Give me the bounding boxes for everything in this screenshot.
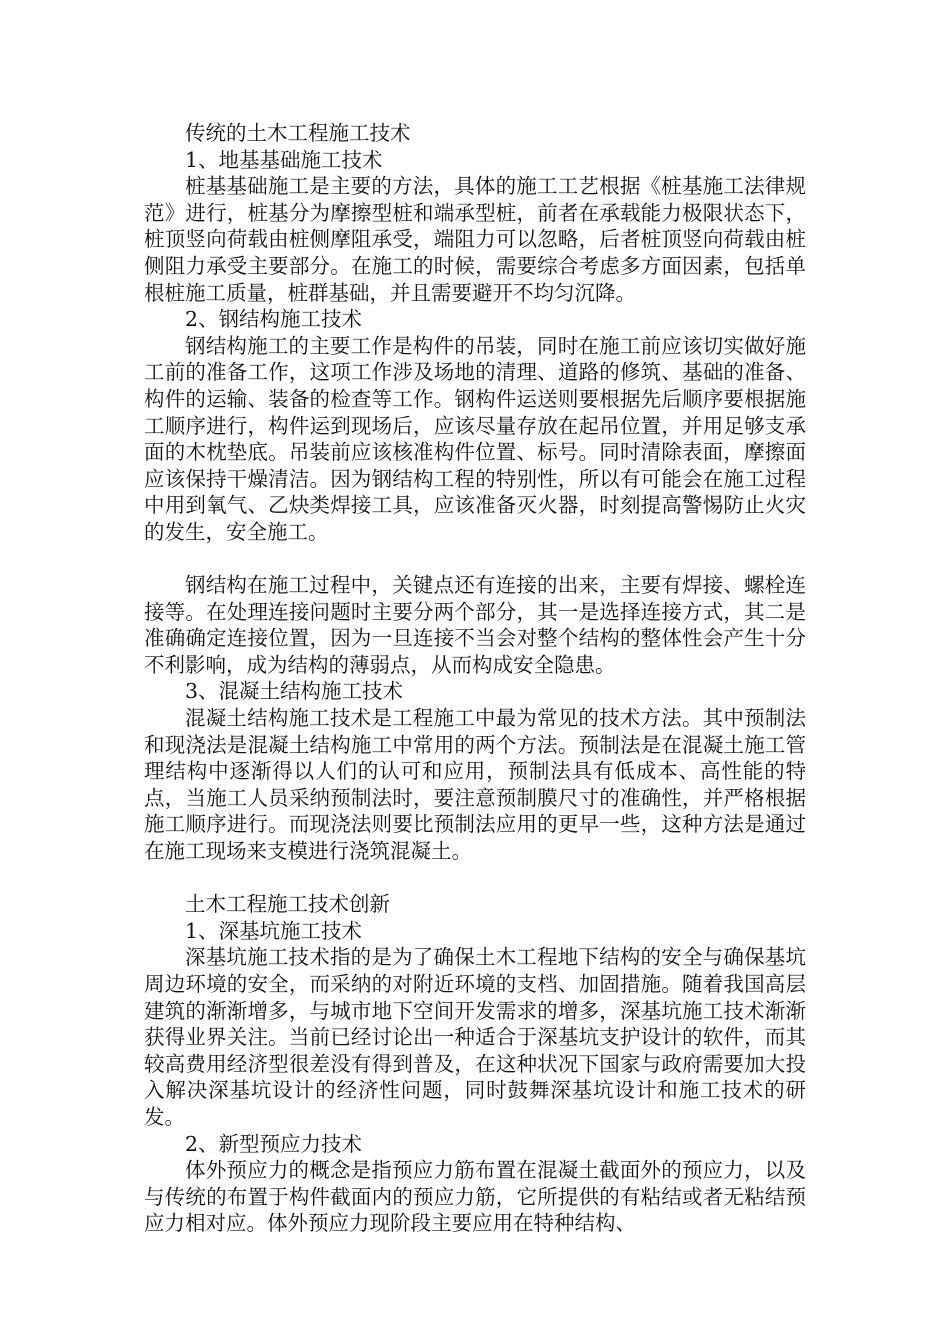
blank-line: [144, 865, 806, 892]
paragraph-deep-pit: 深基坑施工技术指的是为了确保土木工程地下结构的安全与确保基坑周边环境的安全，而采纳的对附近环境的支档、加固措施。随着我国高层建筑的渐渐增多，与城市地下空间开发需求的增多，深基坑施工技术渐渐获得业界关注。当前已经讨论出一种适合于深基坑支护设计的软件，而其较高费用经济型很差没有得到普及，在这种状况下国家与政府需要加大投入解决深基坑设计的经济性问题，同时鼓舞深基坑设计和施工技术的研发。: [144, 945, 806, 1129]
section-title-innovation: 土木工程施工技术创新: [185, 892, 390, 917]
paragraph-steel-2: 钢结构在施工过程中，关键点还有连接的出来，主要有焊接、螺栓连接等。在处理连接问题时主要分两个部分，其一是选择连接方式，其二是准确确定连接位置，因为一旦连接不当会对整个结构的整体性会产生十分不利影响，成为结构的薄弱点，从而构成安全隐患。: [144, 573, 806, 677]
heading-prestress: 2、新型预应力技术: [185, 1131, 363, 1156]
heading-foundation: 1、地基基础施工技术: [185, 147, 383, 172]
blank-line: [144, 546, 806, 573]
paragraph-foundation: 桩基基础施工是主要的方法，具体的施工工艺根据《桩基施工法律规范》进行，桩基分为摩擦型桩和端承型桩，前者在承载能力极限状态下，桩顶竖向荷载由桩侧摩阻承受，端阻力可以忽略，后者桩顶竖向荷载由桩侧阻力承受主要部分。在施工的时候，需要综合考虑多方面因素，包括单根桩施工质量，桩群基础，并且需要避开不均匀沉降。: [144, 174, 806, 305]
document-page: [144, 120, 806, 1237]
paragraph-steel-1: 钢结构施工的主要工作是构件的吊装，同时在施工前应该切实做好施工前的准备工作，这项工作涉及场地的清理、道路的修筑、基础的准备、构件的运输、装备的检查等工作。钢构件运送则要根据先后顺序要根据施工顺序进行，构件运到现场后，应该尽量存放在起吊位置，并用足够支承面的木枕垫底。吊装前应该核准构件位置、标号。同时清除表面，摩擦面应该保持干燥清洁。因为钢结构工程的特别性，所以有可能会在施工过程中用到氧气、乙炔类焊接工具，应该准备灭火器，时刻提高警惕防止火灾的发生，安全施工。: [144, 333, 806, 544]
heading-concrete: 3、混凝土结构施工技术: [185, 679, 404, 704]
heading-steel: 2、钢结构施工技术: [185, 307, 363, 332]
paragraph-concrete: 混凝土结构施工技术是工程施工中最为常见的技术方法。其中预制法和现浇法是混凝土结构施工中常用的两个方法。预制法是在混凝土施工管理结构中逐渐得以人们的认可和应用，预制法具有低成本、高性能的特点，当施工人员采纳预制法时，要注意预制膜尺寸的准确性，并严格根据施工顺序进行。而现浇法则要比预制法应用的更早一些，这种方法是通过在施工现场来支模进行浇筑混凝土。: [144, 706, 806, 864]
heading-deep-pit: 1、深基坑施工技术: [185, 918, 363, 943]
section-title-traditional: 传统的土木工程施工技术: [185, 121, 411, 145]
paragraph-prestress: 体外预应力的概念是指预应力筋布置在混凝土截面外的预应力，以及与传统的布置于构件截面内的预应力筋，它所提供的有粘结或者无粘结预应力相对应。体外预应力现阶段主要应用在特种结构、: [144, 1158, 806, 1236]
